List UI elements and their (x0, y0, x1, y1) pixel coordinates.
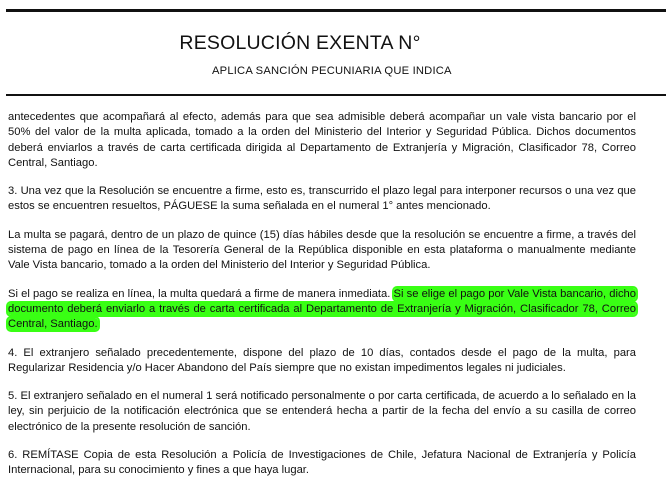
top-divider (6, 9, 666, 12)
page-title: RESOLUCIÓN EXENTA N° (179, 32, 421, 54)
paragraph-multa-plazo: La multa se pagará, dentro de un plazo de quince (15) días hábiles desde que la resolución se encuentre a firme, a través del sistema de pago en línea de la Tesorería General de la República disponible en esta plataforma o manualmente mediante Vale Vista bancario, tomado a la orden del Ministerio del Interior y Seguridad Pública. (8, 228, 636, 272)
pago-en-linea-text: Si el pago se realiza en línea, la multa quedará a firme de manera inmediata. (8, 287, 394, 300)
paragraph-5: 5. El extranjero señalado en el numeral 1 será notificado personalmente o por carta certificada, de acuerdo a lo señalado en la ley, sin perjuicio de la notificación electrónica que se entenderá hecha a partir de la fecha del envío a su casilla de correo electrónico de la presente resolución de sanción. (8, 390, 636, 433)
document-body (8, 110, 636, 492)
paragraph-antecedentes: antecedentes que acompañará al efecto, además para que sea admisible deberá acompañar un vale vista bancario por el 50% del valor de la multa aplicada, tomado a la orden del Ministerio del Interior y Seguridad Pública. Dichos documentos deberá enviarlos a través de carta certificada dirigida al Departamento de Extranjería y Migración, Clasificador 78, Correo Central, Santiago. (8, 111, 636, 169)
paragraph-pago-en-linea (8, 287, 636, 333)
paragraph-6: 6. REMÍTASE Copia de esta Resolución a Policía de Investigaciones de Chile, Jefatura Nacional de Extranjería y Policía Internacional, para su conocimiento y fines a que haya lugar. (8, 449, 636, 477)
header-divider (6, 94, 666, 96)
paragraph-3: 3. Una vez que la Resolución se encuentre a firme, esto es, transcurrido el plazo legal para interponer recursos o una vez que estos se encuentren resueltos, PÁGUESE la suma señalada en el numeral 1° antes mencionado. (8, 185, 636, 213)
page-subtitle: APLICA SANCIÓN PECUNIARIA QUE INDICA (212, 65, 452, 77)
highlighted-text: Si se elige el pago por Vale Vista bancario, dicho documento deberá enviarlo a través de carta certificada al Departamento de Extranjería y Migración, Clasificador 78, Correo Central, Santiago. (8, 287, 636, 331)
paragraph-4: 4. El extranjero señalado precedentemente, dispone del plazo de 10 días, contados desde el pago de la multa, para Regularizar Residencia y/o Hacer Abandono del País siempre que no existan impedimentos legales ni judiciales. (8, 346, 636, 374)
